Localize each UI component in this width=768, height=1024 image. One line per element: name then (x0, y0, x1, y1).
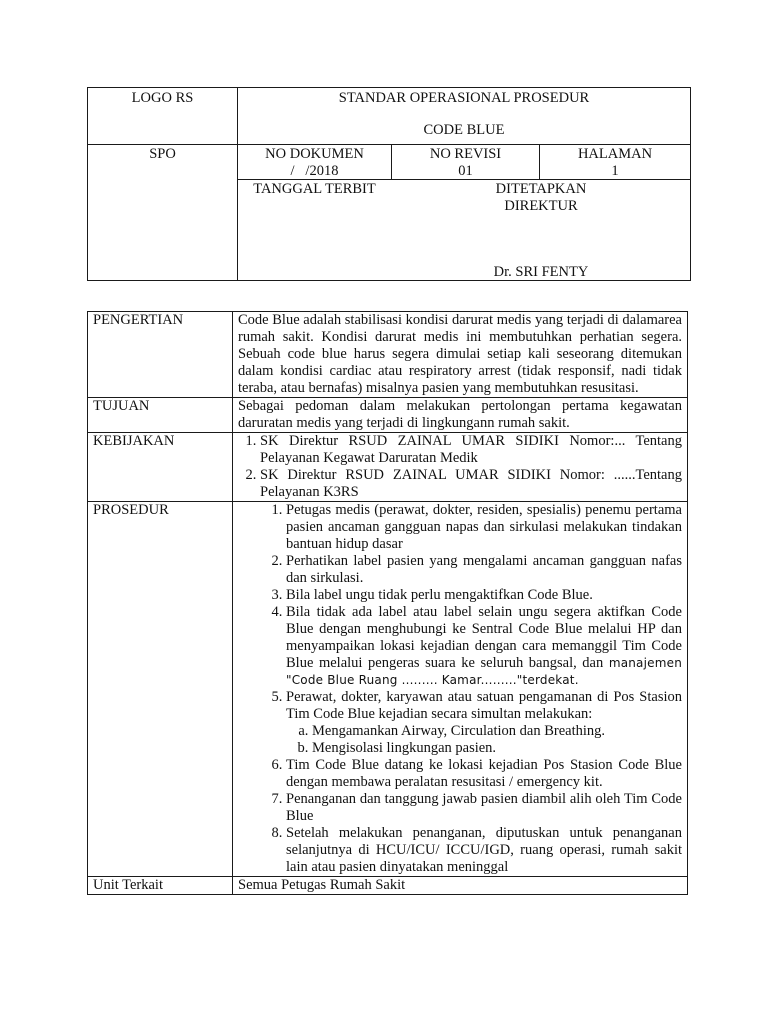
kebijakan-list (238, 433, 682, 501)
prosedur-item: 8. Setelah melakukan penanganan, diputuskan untuk penanganan selanjutnya di HCU/ICU/ ICCU/IGD, ruang operasi, rumah sakit lain atau pasien dinyatakan meninggal (286, 825, 682, 876)
prosedur-item-4 (286, 604, 682, 689)
prosedur-sub-item: b. Mengisolasi lingkungan pasien. (312, 740, 682, 757)
no-dokumen-cell (238, 146, 391, 180)
document-subtitle: CODE BLUE (423, 122, 505, 138)
no-dokumen-label: NO DOKUMEN (265, 146, 364, 162)
prosedur-item: 3. Bila label ungu tidak perlu mengaktifkan Code Blue. (286, 587, 682, 604)
logo-placeholder: LOGO RS (131, 90, 194, 106)
pengertian-text: Code Blue adalah stabilisasi kondisi darurat medis yang terjadi di dalamarea rumah sakit. Kondisi darurat medis ini membutuhkan perhatian segera. Sebuah code blue harus segera dimulai setiap kali seseorang ditemukan dalam kondisi cardiac atau respiratory arrest (tidak responsif, nadi tidak teraba, atau bernafas) misalnya pasien yang membutuhkan resusitasi. (233, 312, 688, 398)
pengertian-label: PENGERTIAN (88, 312, 233, 398)
halaman-label: HALAMAN (577, 146, 653, 162)
prosedur-item-4-text: Bila tidak ada label atau label selain ungu segera aktifkan Code Blue dengan menghubungi ke Sentral Code Blue melalui HP dan menyampaikan lokasi kejadian dengan cara memanggil Tim Code Blue melalui pengeras suara ke seluruh bangsal, dan (286, 604, 682, 671)
kebijakan-label: KEBIJAKAN (88, 433, 233, 502)
spo-label: SPO (149, 146, 176, 162)
halaman-value: 1 (611, 163, 619, 179)
no-dokumen-value: / /2018 (290, 163, 339, 179)
unit-terkait-label: Unit Terkait (88, 877, 233, 895)
tujuan-label: TUJUAN (88, 398, 233, 433)
header-table (87, 87, 691, 281)
tujuan-text: Sebagai pedoman dalam melakukan pertolongan pertama kegawatan daruratan medis yang terjadi di lingkungann rumah sakit. (233, 398, 688, 433)
prosedur-item-4-handwritten: manajemen "Code Blue Ruang ......... Kamar........."terdekat. (286, 656, 683, 687)
tanggal-terbit-label: TANGGAL TERBIT (253, 181, 376, 197)
procedure-table (87, 311, 688, 895)
prosedur-item: 1. Petugas medis (perawat, dokter, residen, spesialis) penemu pertama pasien ancaman gangguan napas dan sirkulasi melakukan tindakan bantuan hidup dasar (286, 502, 682, 553)
no-revisi-label: NO REVISI (429, 146, 502, 162)
direktur-label: DIREKTUR (504, 198, 578, 214)
no-revisi-value: 01 (458, 163, 473, 179)
no-revisi-cell (392, 146, 539, 180)
signatory-name: Dr. SRI FENTY (493, 264, 589, 280)
prosedur-item: 6. Tim Code Blue datang ke lokasi kejadian Pos Stasion Code Blue dengan membawa peralatan resusitasi / emergency kit. (286, 757, 682, 791)
row-kebijakan (88, 433, 688, 502)
row-prosedur (88, 502, 688, 877)
ditetapkan-label: DITETAPKAN (495, 181, 587, 197)
prosedur-item: 2. Perhatikan label pasien yang mengalami ancaman gangguan nafas dan sirkulasi. (286, 553, 682, 587)
kebijakan-item: 1. SK Direktur RSUD ZAINAL UMAR SIDIKI Nomor:... Tentang Pelayanan Kegawat Daruratan Medik (260, 433, 682, 467)
halaman-cell (540, 146, 690, 180)
prosedur-list (238, 502, 682, 876)
row-unit-terkait (88, 877, 688, 895)
kebijakan-content (233, 433, 688, 502)
row-pengertian (88, 312, 688, 398)
document-title: STANDAR OPERASIONAL PROSEDUR (338, 90, 590, 106)
row-tujuan (88, 398, 688, 433)
prosedur-item-5-text: Perawat, dokter, karyawan atau satuan pengamanan di Pos Stasion Tim Code Blue kejadian secara simultan melakukan: (286, 689, 682, 722)
prosedur-content (233, 502, 688, 877)
prosedur-sub-item: a. Mengamankan Airway, Circulation dan Breathing. (312, 723, 682, 740)
unit-terkait-text: Semua Petugas Rumah Sakit (233, 877, 688, 895)
prosedur-label: PROSEDUR (88, 502, 233, 877)
prosedur-item-5 (286, 689, 682, 757)
kebijakan-item: 2. SK Direktur RSUD ZAINAL UMAR SIDIKI Nomor: ......Tentang Pelayanan K3RS (260, 467, 682, 501)
prosedur-item: 7. Penanganan dan tanggung jawab pasien diambil alih oleh Tim Code Blue (286, 791, 682, 825)
prosedur-sub-list (286, 723, 682, 757)
ditetapkan-cell (392, 181, 690, 215)
